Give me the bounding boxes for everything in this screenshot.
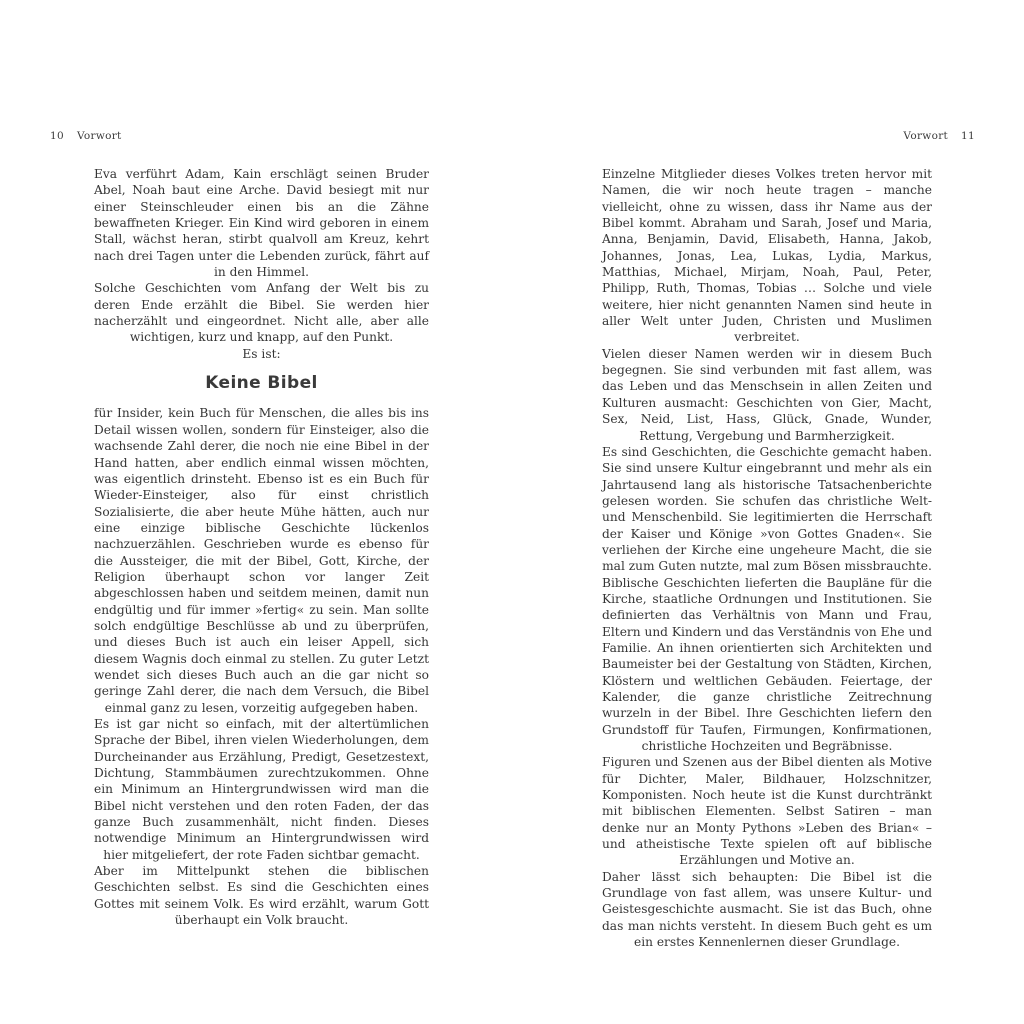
- running-head-label-left: Vorwort: [76, 130, 122, 142]
- right-page-text: [602, 166, 932, 951]
- paragraph: Aber im Mittelpunkt stehen die biblischen Geschichten selbst. Es sind die Geschichten eines Gottes mit seinem Volk. Es wird erzählt, warum Gott überhaupt ein Volk braucht.: [94, 864, 429, 928]
- paragraph: Einzelne Mitglieder dieses Volkes treten hervor mit Namen, die wir noch heute tragen – manche vielleicht, ohne zu wissen, dass ihr Name aus der Bibel kommt. Abraham und Sarah, Josef und Maria, Anna, Benjamin, David, Elisabeth, Hanna, Jakob, Johannes, Jonas, Lea, Lukas, Lydia, Markus, Matthias, Michael, Mirjam, Noah, Paul, Peter, Philipp, Ruth, Thomas, Tobias … Solche und viele weitere, hier nicht genannten Namen sind heute in aller Welt unter Juden, Christen und Muslimen verbreitet.: [602, 167, 932, 345]
- page-number-right: 11: [961, 130, 975, 142]
- paragraph: Vielen dieser Namen werden wir in diesem Buch begegnen. Sie sind verbunden mit fast allem, was das Leben und das Menschsein in allen Zeiten und Kulturen ausmacht: Geschichten von Gier, Macht, Sex, Neid, List, Hass, Glück, Gnade, Wunder, Rettung, Vergebung und Barmherzigkeit.: [602, 346, 932, 443]
- paragraph: für Insider, kein Buch für Menschen, die alles bis ins Detail wissen wollen, sondern für Einsteiger, also die wachsende Zahl derer, die noch nie eine Bibel in der Hand hatten, aber endlich einmal wissen möchten, was eigentlich drinsteht. Ebenso ist es ein Buch für Wieder-Einsteiger, also für einst christlich Sozialisierte, die aber heute Mühe hätten, auch nur eine einzige biblische Geschichte lückenlos nachzuerzählen. Geschrieben wurde es ebenso für die Aussteiger, die mit der Bibel, Gott, Kirche, der Religion überhaupt schon vor langer Zeit abgeschlossen haben und seitdem meinen, damit nun endgültig und für immer »fertig« zu sein. Man sollte solch endgültige Beschlüsse ab und zu überprüfen, und dieses Buch ist auch ein leiser Appell, sich diesem Wagnis doch einmal zu stellen. Zu guter Letzt wendet sich dieses Buch auch an die gar nicht so geringe Zahl derer, die nach dem Versuch, die Bibel einmal ganz zu lesen, vorzeitig aufgegeben haben.: [94, 406, 429, 715]
- running-head-right: [903, 130, 975, 142]
- left-page-text: [94, 166, 429, 928]
- paragraph: Eva verführt Adam, Kain erschlägt seinen Bruder Abel, Noah baut eine Arche. David besiegt mit nur einer Steinschleuder einen bis an die Zähne bewaffneten Krieger. Ein Kind wird geboren in einem Stall, wächst heran, stirbt qualvoll am Kreuz, kehrt nach drei Tagen unter die Lebenden zurück, fährt auf in den Himmel.: [94, 167, 429, 280]
- paragraph: Es sind Geschichten, die Geschichte gemacht haben. Sie sind unsere Kultur eingebrannt und mehr als ein Jahrtausend lang als historische Tatsachenberichte gelesen worden. Sie schufen das christliche Welt- und Menschenbild. Sie legitimierten die Herrschaft der Kaiser und Könige »von Gottes Gnaden«. Sie verliehen der Kirche eine ungeheure Macht, die sie mal zum Guten nutzte, mal zum Bösen missbrauchte.: [602, 444, 932, 574]
- paragraph: Daher lässt sich behaupten: Die Bibel ist die Grundlage von fast allem, was unsere Kultur- und Geistesgeschichte ausmacht. Sie ist das Buch, ohne das man nichts versteht. In diesem Buch geht es um ein erstes Kennenlernen dieser Grundlage.: [602, 869, 932, 950]
- paragraph: Biblische Geschichten lieferten die Baupläne für die Kirche, staatliche Ordnungen und Institutionen. Sie definierten das Verhältnis von Mann und Frau, Eltern und Kindern und das Verständnis von Ehe und Familie. An ihnen orientierten sich Architekten und Baumeister bei der Gestaltung von Städten, Kirchen, Klöstern und weltlichen Gebäuden. Feiertage, der Kalender, die ganze christliche Zeitrechnung wurzeln in der Bibel. Ihre Geschichten liefern den Grundstoff für Taufen, Firmungen, Konfirmationen, christliche Hochzeiten und Begräbnisse.: [602, 575, 932, 754]
- page-number-left: 10: [50, 130, 64, 142]
- paragraph: Solche Geschichten vom Anfang der Welt bis zu deren Ende erzählt die Bibel. Sie werden hier nacherzählt und eingeordnet. Nicht alle, aber alle wichtigen, kurz und knapp, auf den Punkt.: [94, 281, 429, 345]
- paragraph: Es ist gar nicht so einfach, mit der altertümlichen Sprache der Bibel, ihren vielen Wiederholungen, dem Durcheinander aus Erzählung, Predigt, Gesetzestext, Dichtung, Stammbäumen zurechtzukommen. Ohne ein Minimum an Hintergrundwissen wird man die Bibel nicht verstehen und den roten Faden, der das ganze Buch zusammenhält, nicht finden. Dieses notwendige Minimum an Hintergrundwissen wird hier mitgeliefert, der rote Faden sichtbar gemacht.: [94, 717, 429, 862]
- running-head-left: [50, 130, 122, 142]
- chapter-heading: Keine Bibel: [205, 373, 318, 394]
- lead-in-line: Es ist:: [242, 346, 281, 361]
- running-head-label-right: Vorwort: [903, 130, 949, 142]
- paragraph: Figuren und Szenen aus der Bibel dienten als Motive für Dichter, Maler, Bildhauer, Holzschnitzer, Komponisten. Noch heute ist die Kunst durchtränkt mit biblischen Elementen. Selbst Satiren – man denke nur an Monty Pythons »Leben des Brian« – und atheistische Texte spielen oft auf biblische Erzählungen und Motive an.: [602, 755, 932, 868]
